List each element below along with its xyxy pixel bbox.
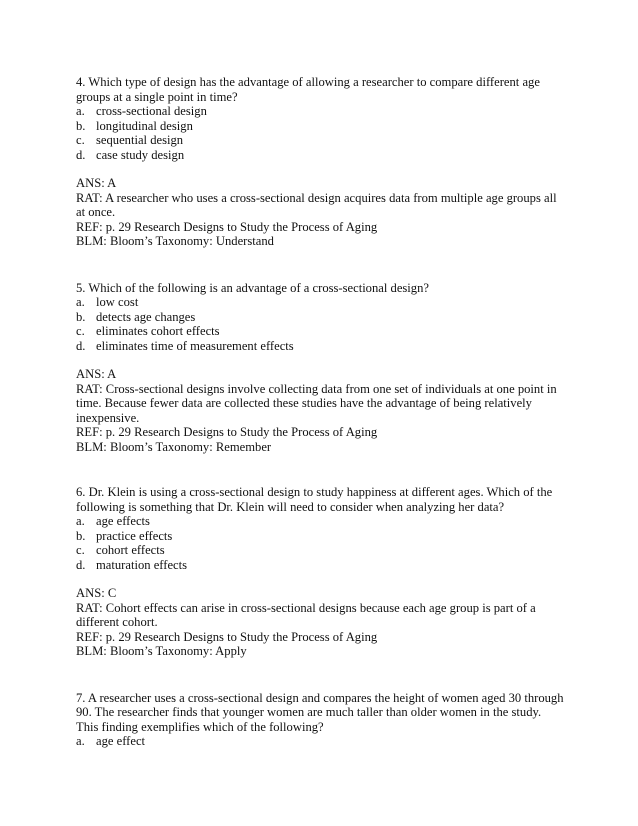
answer-block bbox=[76, 367, 566, 454]
question-7 bbox=[76, 691, 566, 749]
option-text: age effects bbox=[96, 514, 150, 528]
question-4 bbox=[76, 75, 566, 249]
answer-options bbox=[76, 104, 566, 162]
question-stem: 5. Which of the following is an advantage of a cross-sectional design? bbox=[76, 280, 429, 295]
option-text: longitudinal design bbox=[96, 118, 193, 133]
reference: REF: p. 29 Research Designs to Study the Process of Aging bbox=[76, 219, 378, 234]
option-a bbox=[76, 295, 566, 310]
option-letter: d. bbox=[76, 338, 86, 353]
reference: REF: p. 29 Research Designs to Study the Process of Aging bbox=[76, 629, 378, 644]
option-a bbox=[76, 734, 566, 749]
question-stem: 7. A researcher uses a cross-sectional design and compares the height of women aged 30 through 90. The researcher finds that younger women are much taller than older women in the study. This finding exemplifies which of the following? bbox=[76, 690, 564, 734]
rationale: RAT: A researcher who uses a cross-sectional design acquires data from multiple age groups all at once. bbox=[76, 190, 557, 219]
answer-key: ANS: A bbox=[76, 367, 117, 381]
answer-options bbox=[76, 295, 566, 353]
option-letter: b. bbox=[76, 528, 86, 543]
answer-block bbox=[76, 586, 566, 659]
option-text: cross-sectional design bbox=[96, 104, 207, 118]
answer-key: ANS: A bbox=[76, 176, 117, 190]
option-letter: c. bbox=[76, 133, 85, 147]
option-letter: b. bbox=[76, 118, 86, 133]
option-d bbox=[76, 339, 566, 354]
option-text: sequential design bbox=[96, 133, 184, 147]
reference: REF: p. 29 Research Designs to Study the Process of Aging bbox=[76, 425, 378, 439]
option-letter: d. bbox=[76, 557, 86, 572]
bloom-level: BLM: Bloom’s Taxonomy: Apply bbox=[76, 644, 247, 658]
rationale: RAT: Cross-sectional designs involve collecting data from one set of individuals at one point in time. Because fewer data are collected these studies have the advantage of being relatively inexpensive. bbox=[76, 381, 557, 425]
option-text: maturation effects bbox=[96, 557, 188, 572]
question-6 bbox=[76, 485, 566, 659]
option-d bbox=[76, 148, 566, 163]
question-stem: 4. Which type of design has the advantage of allowing a researcher to compare different age groups at a single point in time? bbox=[76, 75, 540, 104]
option-b bbox=[76, 310, 566, 325]
option-letter: a. bbox=[76, 514, 85, 528]
option-letter: b. bbox=[76, 309, 86, 324]
option-letter: a. bbox=[76, 734, 85, 748]
option-text: eliminates cohort effects bbox=[96, 324, 220, 338]
option-b bbox=[76, 119, 566, 134]
document-page bbox=[76, 75, 566, 749]
option-c bbox=[76, 543, 566, 558]
option-letter: a. bbox=[76, 295, 85, 309]
rationale: RAT: Cohort effects can arise in cross-sectional designs because each age group is part of a different cohort. bbox=[76, 600, 536, 629]
answer-options bbox=[76, 514, 566, 572]
option-text: practice effects bbox=[96, 528, 173, 543]
question-stem: 6. Dr. Klein is using a cross-sectional design to study happiness at different ages. Which of the following is something that Dr. Klein will need to consider when analyzing her data? bbox=[76, 485, 553, 514]
option-text: detects age changes bbox=[96, 309, 196, 324]
option-text: age effect bbox=[96, 734, 146, 748]
bloom-level: BLM: Bloom’s Taxonomy: Remember bbox=[76, 439, 272, 454]
option-letter: c. bbox=[76, 543, 85, 557]
answer-block bbox=[76, 176, 566, 249]
option-text: low cost bbox=[96, 295, 139, 309]
option-d bbox=[76, 558, 566, 573]
option-letter: d. bbox=[76, 147, 86, 162]
question-5 bbox=[76, 281, 566, 455]
option-a bbox=[76, 514, 566, 529]
option-text: case study design bbox=[96, 147, 185, 162]
option-c bbox=[76, 324, 566, 339]
bloom-level: BLM: Bloom’s Taxonomy: Understand bbox=[76, 234, 274, 248]
option-b bbox=[76, 529, 566, 544]
answer-options bbox=[76, 734, 566, 749]
option-a bbox=[76, 104, 566, 119]
option-c bbox=[76, 133, 566, 148]
option-letter: a. bbox=[76, 104, 85, 118]
answer-key: ANS: C bbox=[76, 586, 117, 600]
option-text: cohort effects bbox=[96, 543, 165, 557]
option-text: eliminates time of measurement effects bbox=[96, 338, 294, 353]
option-letter: c. bbox=[76, 324, 85, 338]
